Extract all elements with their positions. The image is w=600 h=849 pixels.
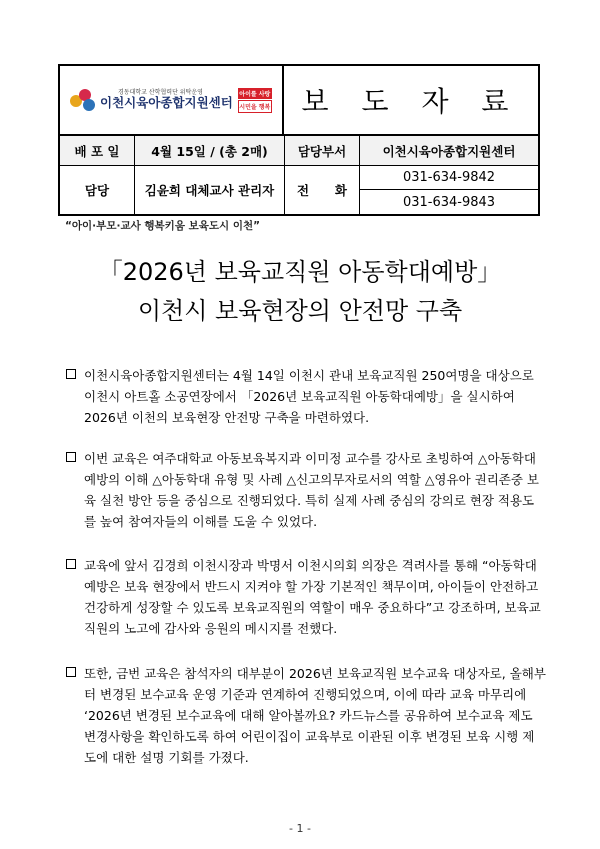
document-title: 보 도 자 료 xyxy=(301,85,521,118)
phone-number-2: 031-634-9843 xyxy=(402,194,496,210)
phone-label xyxy=(285,166,360,214)
center-logo xyxy=(60,66,284,134)
department-label: 담당부서 xyxy=(285,136,360,165)
release-date-value: 4월 15일 / (총 2매) xyxy=(135,136,285,165)
phone-label-part-1: 전 xyxy=(297,183,310,198)
badge-bottom-text: 시민을 행복 xyxy=(238,100,272,113)
contact-value: 김윤희 대체교사 관리자 xyxy=(135,166,285,214)
logo-subtitle: 경동대학교 산학협력단 위탁운영 xyxy=(118,88,203,96)
contact-label: 담당 xyxy=(60,166,135,214)
badge-top-text: 아이를 사랑 xyxy=(238,88,272,99)
phone-label-part-2: 화 xyxy=(334,183,347,198)
center-logo-icon xyxy=(70,87,96,113)
headline-line-2: 이천시 보육현장의 안전망 구축 xyxy=(137,297,463,325)
header-row-contact xyxy=(60,166,538,214)
slogan-badge-icon xyxy=(238,87,272,113)
paragraph-text: 이번 교육은 여주대학교 아동보육복지과 이미정 교수를 강사로 초빙하여 △아동학대 예방의 이해 △아동학대 유형 및 사례 △신고의무자로서의 역할 △영유아 권리존중 보육 실천 방안 등을 중심으로 진행되었다. 특히 실제 사례 중심의 강의로 현장 적용도를 높여 참여자들의 이해를 도울 수 있었다. xyxy=(84,451,539,529)
body-paragraph-3 xyxy=(66,555,546,639)
city-slogan: “아이·부모·교사 행복키움 보육도시 이천” xyxy=(65,220,261,232)
logo-center-name: 이천시육아종합지원센터 xyxy=(100,95,233,111)
paragraph-text: 교육에 앞서 김경희 이천시장과 박명서 이천시의회 의장은 격려사를 통해 “아동학대 예방은 보육 현장에서 반드시 지켜야 할 가장 기본적인 책무이며, 아이들이 안전하고 건강하게 성장할 수 있도록 보육교직원의 역할이 매우 중요하다”고 강조하며, 보육교직원의 노고에 감사와 응원의 메시지를 전했다. xyxy=(84,558,541,636)
checkbox-bullet-icon xyxy=(66,452,76,462)
release-date-label: 배 포 일 xyxy=(60,136,135,165)
headline-line-1: 「2026년 보육교직원 아동학대예방」 xyxy=(98,258,502,286)
center-logo-text xyxy=(100,90,233,110)
paragraph-text: 이천시육아종합지원센터는 4월 14일 이천시 관내 보육교직원 250여명을 대상으로 이천시 아트홀 소공연장에서 「2026년 보육교직원 아동학대예방」을 실시하여 2026년 이천의 보육현장 안전망 구축을 마련하였다. xyxy=(84,368,534,425)
checkbox-bullet-icon xyxy=(66,559,76,569)
department-value: 이천시육아종합지원센터 xyxy=(382,143,516,159)
paragraph-text: 또한, 금번 교육은 참석자의 대부분이 2026년 보육교직원 보수교육 대상자로, 올해부터 변경된 보수교육 운영 기준과 연계하여 진행되었으며, 이에 따라 교육 마무리에 ‘2026년 변경된 보수교육에 대해 알아볼까요? 카드뉴스를 공유하여 보수교육 제도 변경사항을 확인하도록 하여 어린이집이 교육부로 이관된 이후 변경된 보육 시행 제도에 대한 설명 기회를 가졌다. xyxy=(84,666,546,765)
phone-number-1: 031-634-9842 xyxy=(360,166,538,190)
header-row-release xyxy=(60,136,538,166)
phone-values xyxy=(360,166,538,214)
body-paragraph-4 xyxy=(66,663,546,768)
press-release-header-table xyxy=(58,64,540,216)
checkbox-bullet-icon xyxy=(66,667,76,677)
checkbox-bullet-icon xyxy=(66,369,76,379)
page-number: - 1 - xyxy=(289,822,311,835)
body-paragraph-1 xyxy=(66,365,546,428)
body-paragraph-2 xyxy=(66,448,546,532)
header-row-title xyxy=(60,66,538,136)
